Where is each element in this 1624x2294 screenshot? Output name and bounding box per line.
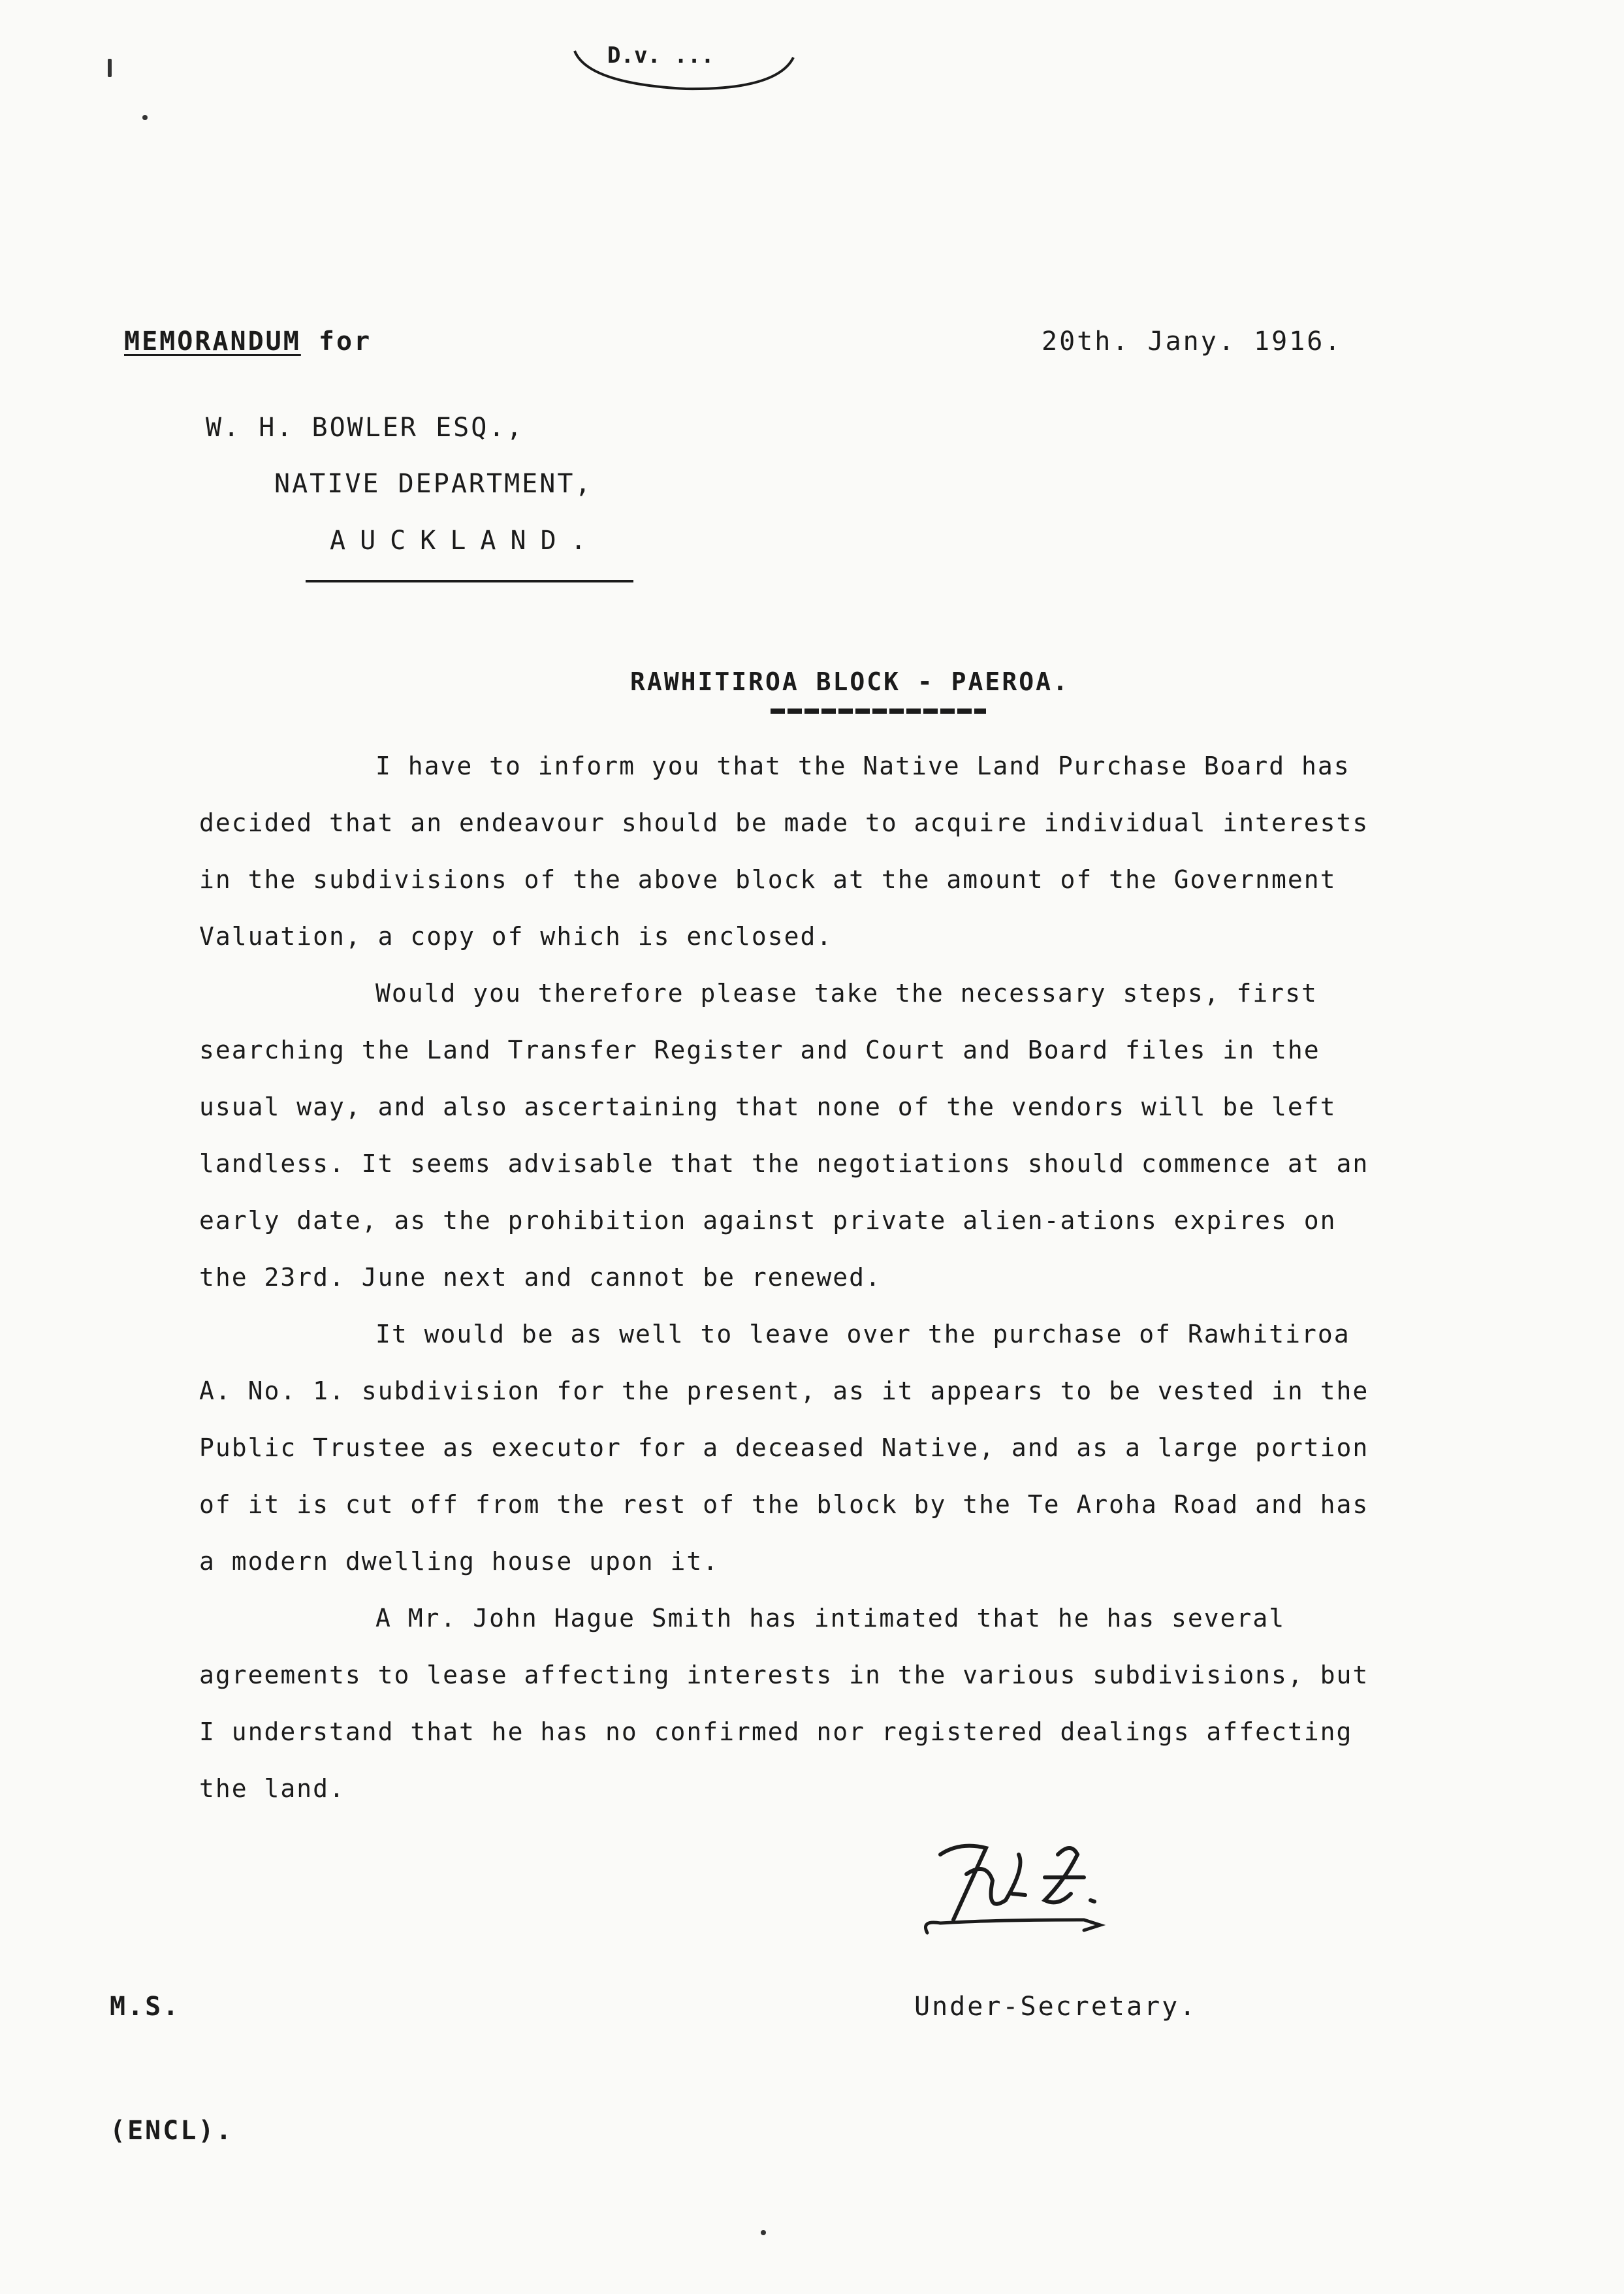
subject-underline	[771, 709, 986, 714]
signatory-title: Under-Secretary.	[914, 1992, 1198, 2022]
paragraph-2: Would you therefore please take the necessary steps, first searching the Land Transfer Register and Court and Board files in the usual way, and also ascertaining that none of the vendors will be left landless. It seems advisable that the negotiations should commence at an early date, as the prohibition against private alien-ations expires on the 23rd. June next and cannot be renewed.	[199, 979, 1369, 1292]
enclosure-note: (ENCL).	[110, 2116, 234, 2146]
paragraph-3: It would be as well to leave over the purchase of Rawhitiroa A. No. 1. subdivision for the present, as it appears to be vested in the Public Trustee as executor for a deceased Native, and as a large portion of it is cut off from the rest of the block by the Te Aroha Road and has a modern dwelling house upon it.	[199, 1320, 1369, 1576]
memo-body	[199, 738, 1375, 1817]
subject-heading: RAWHITIROA BLOCK - PAEROA.	[630, 667, 1070, 696]
signature-initials: W.S.	[914, 1828, 916, 1829]
memo-for: for	[318, 327, 372, 357]
address-line-2: NATIVE DEPARTMENT,	[274, 469, 593, 499]
memo-date: 20th. Jany. 1916.	[1042, 327, 1343, 357]
typist-initials: M.S.	[110, 1992, 181, 2022]
memo-word: MEMORANDUM	[124, 327, 301, 357]
paragraph-4: A Mr. John Hague Smith has intimated that he has several agreements to lease affecting interests in the various subdivisions, but I understand that he has no confirmed nor registered dealings affecting the land.	[199, 1604, 1369, 1803]
handwritten-signature	[914, 1828, 1130, 1952]
address-line-3: AUCKLAND.	[330, 526, 601, 556]
circular-stamp	[568, 38, 803, 97]
address-underline	[306, 580, 633, 582]
paragraph-1: I have to inform you that the Native Land Purchase Board has decided that an endeavour should be made to acquire individual interests in the subdivisions of the above block at the amount of the Government Valuation, a copy of which is enclosed.	[199, 752, 1369, 951]
bottom-dot	[761, 2230, 766, 2235]
margin-mark	[108, 59, 112, 77]
memo-heading	[124, 327, 372, 357]
margin-dot	[142, 115, 148, 120]
address-line-1: W. H. BOWLER ESQ.,	[206, 413, 524, 443]
stamp-text: D.v. ...	[607, 42, 714, 69]
